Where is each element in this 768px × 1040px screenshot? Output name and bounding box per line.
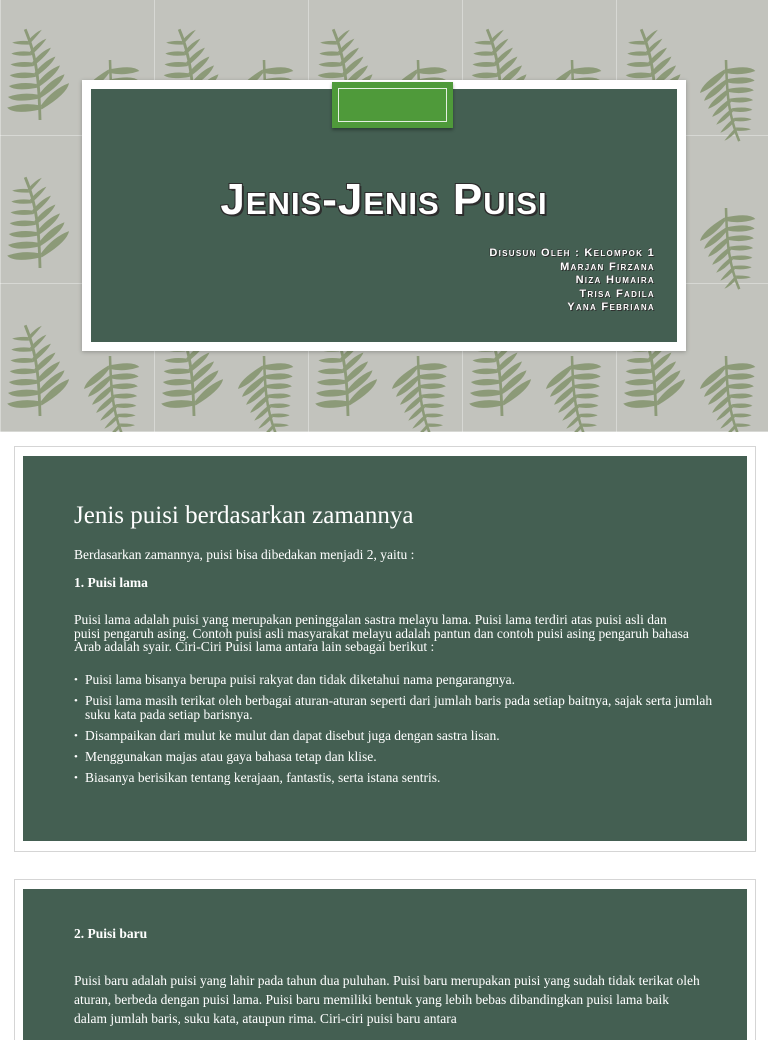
list-item: • Biasanya berisikan tentang kerajaan, fantastis, serta istana sentris. bbox=[74, 771, 714, 785]
list-item: • Menggunakan majas atau gaya bahasa tetap dan klise. bbox=[74, 750, 714, 764]
section-subheading: 2. Puisi baru bbox=[74, 927, 694, 941]
fern-leaf-icon bbox=[384, 348, 468, 432]
fern-leaf-icon bbox=[76, 348, 160, 432]
fern-leaf-icon bbox=[0, 200, 6, 296]
content-panel bbox=[23, 889, 747, 1040]
content-slide-puisi-lama bbox=[14, 446, 756, 852]
characteristics-list bbox=[74, 673, 714, 792]
author-line: Yana Febriana bbox=[489, 301, 655, 315]
list-item: • Disampaikan dari mulut ke mulut dan dapat disebut juga dengan sastra lisan. bbox=[74, 729, 714, 743]
definition-paragraph: Puisi baru adalah puisi yang lahir pada tahun dua puluhan. Puisi baru merupakan puisi yang sudah tidak terikat oleh aturan, berbeda dengan puisi lama. Puisi baru memiliki bentuk yang lebih bebas dibandingkan puisi lama baik dalam jumlah baris, suku kata, ataupun rima. Ciri-ciri puisi baru antara bbox=[74, 971, 704, 1028]
fern-leaf-icon bbox=[692, 52, 768, 148]
title-accent-tab bbox=[332, 82, 453, 128]
fern-leaf-icon bbox=[754, 170, 768, 278]
author-list bbox=[489, 247, 655, 315]
list-item: • Puisi lama bisanya berupa puisi rakyat dan tidak diketahui nama pengarangnya. bbox=[74, 673, 714, 687]
content-panel bbox=[23, 456, 747, 841]
content-slide-puisi-baru bbox=[14, 879, 756, 1040]
fern-leaf-icon bbox=[692, 200, 768, 296]
fern-leaf-icon bbox=[0, 52, 6, 148]
title-panel bbox=[91, 89, 677, 342]
fern-leaf-icon bbox=[754, 22, 768, 130]
slide-heading: Jenis puisi berdasarkan zamannya bbox=[74, 502, 413, 530]
list-item: • Puisi lama masih terikat oleh berbagai aturan-aturan seperti dari jumlah baris pada setiap baitnya, sajak serta jumlah suku kata pada setiap barisnya. bbox=[74, 694, 714, 722]
section-subheading: 1. Puisi lama bbox=[74, 576, 694, 590]
author-line: Niza Humaira bbox=[489, 274, 655, 288]
fern-leaf-icon bbox=[230, 348, 314, 432]
fern-leaf-icon bbox=[0, 318, 77, 426]
fern-leaf-icon bbox=[692, 348, 768, 432]
author-line: Marjan Firzana bbox=[489, 261, 655, 275]
fern-leaf-icon bbox=[754, 318, 768, 426]
fern-leaf-icon bbox=[0, 348, 6, 432]
intro-text: Berdasarkan zamannya, puisi bisa dibedakan menjadi 2, yaitu : bbox=[74, 548, 694, 562]
author-line: Disusun Oleh : Kelompok 1 bbox=[489, 247, 655, 261]
fern-leaf-icon bbox=[0, 170, 77, 278]
fern-leaf-icon bbox=[538, 348, 622, 432]
title-slide bbox=[0, 0, 768, 432]
title-frame bbox=[82, 80, 686, 351]
definition-paragraph: Puisi lama adalah puisi yang merupakan peninggalan sastra melayu lama. Puisi lama terdiri atas puisi asli dan puisi pengaruh asing. Contoh puisi asli masyarakat melayu adalah pantun dan contoh puisi asing pengaruh bahasa Arab adalah syair. Ciri-Ciri Puisi lama antara lain sebagai berikut : bbox=[74, 613, 694, 654]
fern-leaf-icon bbox=[0, 22, 77, 130]
author-line: Trisa Fadila bbox=[489, 288, 655, 302]
page-title: Jenis-Jenis Puisi bbox=[91, 175, 677, 225]
